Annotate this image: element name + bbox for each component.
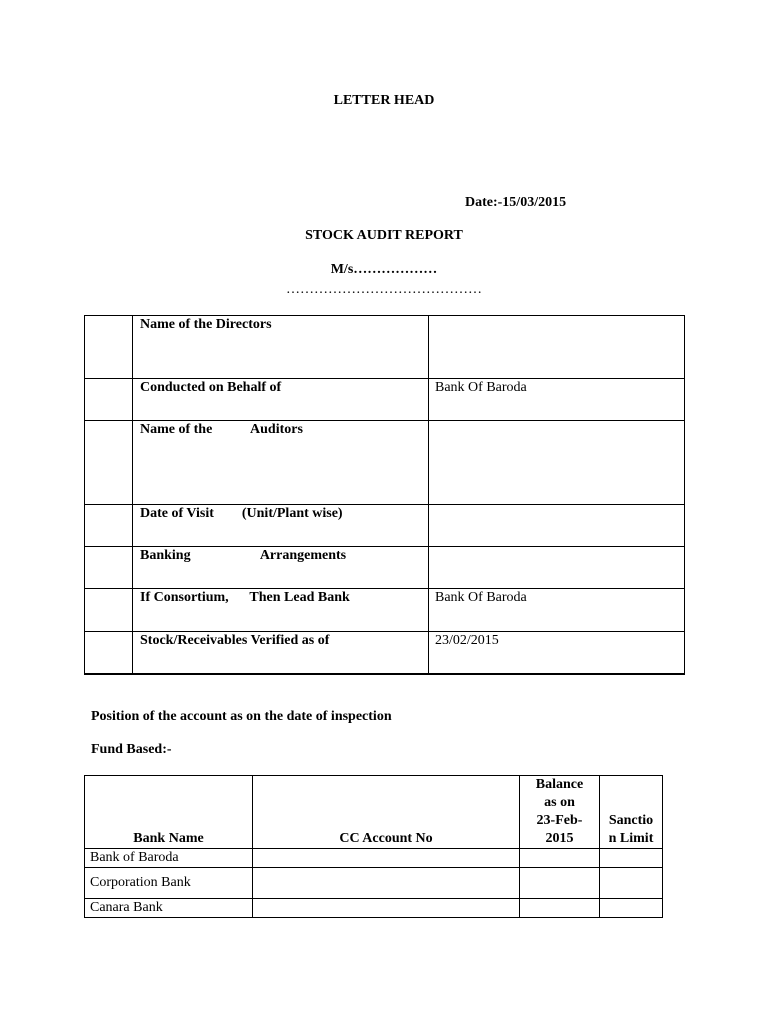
detail-value: [429, 421, 685, 505]
blank-cell: [85, 589, 133, 632]
table-row: [85, 505, 685, 547]
table-row: [85, 849, 663, 868]
cc-account-cell: [253, 899, 520, 918]
table-row: [85, 632, 685, 674]
blank-cell: [85, 316, 133, 379]
table-row: [85, 868, 663, 899]
bank-name-header: Bank Name: [85, 776, 253, 849]
table-row: [85, 589, 685, 632]
details-table: [84, 315, 685, 675]
bank-name-cell: Bank of Baroda: [85, 849, 253, 868]
table-row: [85, 547, 685, 589]
balance-cell: [520, 868, 600, 899]
detail-value: Bank Of Baroda: [429, 379, 685, 421]
report-title: STOCK AUDIT REPORT: [305, 228, 463, 243]
balance-header: [520, 776, 600, 849]
sanction-cell: [600, 868, 663, 899]
detail-label: Conducted on Behalf of: [133, 379, 429, 421]
detail-label: Stock/Receivables Verified as of: [133, 632, 429, 674]
detail-label: If Consortium, Then Lead Bank: [133, 589, 429, 632]
balance-cell: [520, 849, 600, 868]
bank-name-cell: Canara Bank: [85, 899, 253, 918]
fund-based-table: [84, 775, 663, 918]
balance-header-line: 2015: [545, 831, 574, 846]
balance-header-line: as on: [544, 795, 575, 810]
table-header-row: [85, 776, 663, 849]
fund-based-heading: Fund Based:-: [91, 742, 172, 757]
blank-cell: [85, 421, 133, 505]
balance-header-line: 23-Feb-: [536, 813, 583, 828]
bank-name-cell: Corporation Bank: [85, 868, 253, 899]
detail-label: Banking Arrangements: [133, 547, 429, 589]
detail-label: Name of the Auditors: [133, 421, 429, 505]
balance-cell: [520, 899, 600, 918]
table-row: [85, 899, 663, 918]
sanction-cell: [600, 849, 663, 868]
table-row: [85, 421, 685, 505]
cc-account-cell: [253, 868, 520, 899]
blank-cell: [85, 632, 133, 674]
table-row: [85, 379, 685, 421]
detail-value: [429, 505, 685, 547]
letterhead: LETTER HEAD: [333, 93, 435, 108]
table-row: [85, 316, 685, 379]
blank-cell: [85, 547, 133, 589]
company-address-line: ……………………………………: [286, 282, 482, 297]
sanction-cell: [600, 899, 663, 918]
detail-label: Date of Visit (Unit/Plant wise): [133, 505, 429, 547]
sanction-header-line: n Limit: [608, 831, 654, 846]
company-name-line: M/s………………: [330, 262, 438, 277]
sanction-limit-header: [600, 776, 663, 849]
cc-account-cell: [253, 849, 520, 868]
sanction-header-line: Sanctio: [608, 813, 654, 828]
detail-value: [429, 547, 685, 589]
balance-header-line: Balance: [535, 777, 584, 792]
detail-value: 23/02/2015: [429, 632, 685, 674]
cc-account-header: CC Account No: [253, 776, 520, 849]
position-heading: Position of the account as on the date of inspection: [91, 709, 392, 724]
blank-cell: [85, 505, 133, 547]
report-date: Date:-15/03/2015: [465, 195, 567, 210]
detail-value: [429, 316, 685, 379]
detail-label: Name of the Directors: [133, 316, 429, 379]
blank-cell: [85, 379, 133, 421]
detail-value: Bank Of Baroda: [429, 589, 685, 632]
